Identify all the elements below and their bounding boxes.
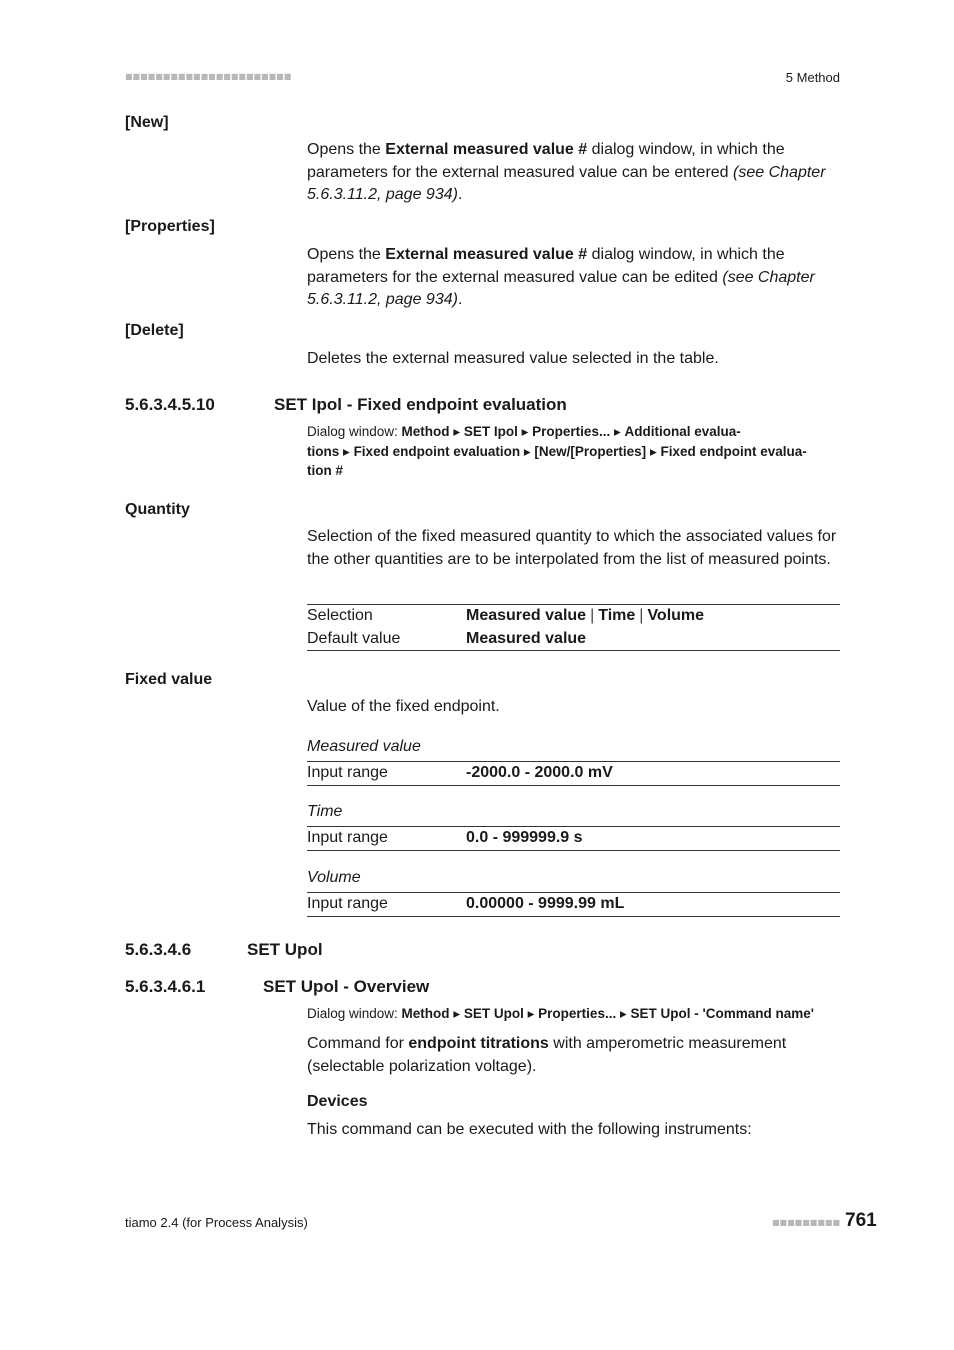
- caption-volume: Volume: [307, 869, 361, 886]
- dialog-path-fixed-endpoint: Dialog window: Method ▸ SET Ipol ▸ Properties... ▸ Additional evalua- tions ▸ Fixed endpoint evaluation ▸ [New/[Properties] ▸ Fixed endpoint evalua- tion #: [307, 424, 807, 478]
- range-table-volume: Input range 0.00000 - 9999.99 mL: [307, 892, 840, 917]
- section-heading-fixed-endpoint: 5.6.3.4.5.10 SET Ipol - Fixed endpoint evaluation: [125, 395, 567, 414]
- term-fixed-value: Fixed value: [125, 671, 213, 688]
- footer-product: tiamo 2.4 (for Process Analysis): [125, 1215, 308, 1230]
- devices-description: This command can be executed with the following instruments:: [307, 1121, 752, 1138]
- section-heading-set-upol: 5.6.3.4.6 SET Upol: [125, 940, 323, 959]
- term-quantity: Quantity: [125, 501, 190, 518]
- set-upol-description: Command for endpoint titrations with amperometric measurement (selectable polarization voltage).: [307, 1035, 787, 1075]
- properties-chapter-link[interactable]: (see Chapter 5.6.3.11.2, page 934): [307, 268, 815, 308]
- page-number: 761: [845, 1210, 877, 1231]
- caption-time: Time: [307, 803, 343, 820]
- term-properties: [Properties]: [125, 218, 215, 235]
- quantity-description: Selection of the fixed measured quantity to which the associated values for the other quantities are to be interpolated from the list of measured points.: [307, 528, 837, 568]
- quantity-parameter-table: [307, 604, 840, 651]
- caption-measured-value: Measured value: [307, 738, 421, 755]
- fixed-value-description: Value of the fixed endpoint.: [307, 698, 500, 715]
- properties-description: Opens the External measured value # dialog window, in which the parameters for the external measured value can be edited (see Chapter 5.6.3.11.2, page 934).: [307, 246, 815, 308]
- delete-description: Deletes the external measured value selected in the table.: [307, 350, 719, 367]
- range-table-time: Input range 0.0 - 999999.9 s: [307, 826, 840, 851]
- header-chapter: 5 Method: [785, 70, 840, 85]
- new-chapter-link[interactable]: (see Chapter 5.6.3.11.2, page 934): [307, 163, 826, 203]
- section-heading-set-upol-overview: 5.6.3.4.6.1 SET Upol - Overview: [125, 977, 430, 996]
- new-description: Opens the External measured value # dialog window, in which the parameters for the external measured value can be entered (see Chapter 5.6.3.11.2, page 934).: [307, 141, 826, 203]
- term-new: [New]: [125, 114, 169, 131]
- header-decoration: ■■■■■■■■■■■■■■■■■■■■■■: [125, 72, 292, 81]
- selection-row: Selection Measured value | Time | Volume: [307, 607, 705, 624]
- range-table-measured-value: Input range -2000.0 - 2000.0 mV: [307, 761, 840, 786]
- dialog-path-set-upol: Dialog window: Method ▸ SET Upol ▸ Properties... ▸ SET Upol - 'Command name': [307, 1006, 814, 1021]
- default-value-row: Default value Measured value: [307, 629, 587, 647]
- footer-decoration: ■■■■■■■■■: [772, 1218, 841, 1227]
- devices-heading: Devices: [307, 1093, 368, 1110]
- term-delete: [Delete]: [125, 322, 184, 339]
